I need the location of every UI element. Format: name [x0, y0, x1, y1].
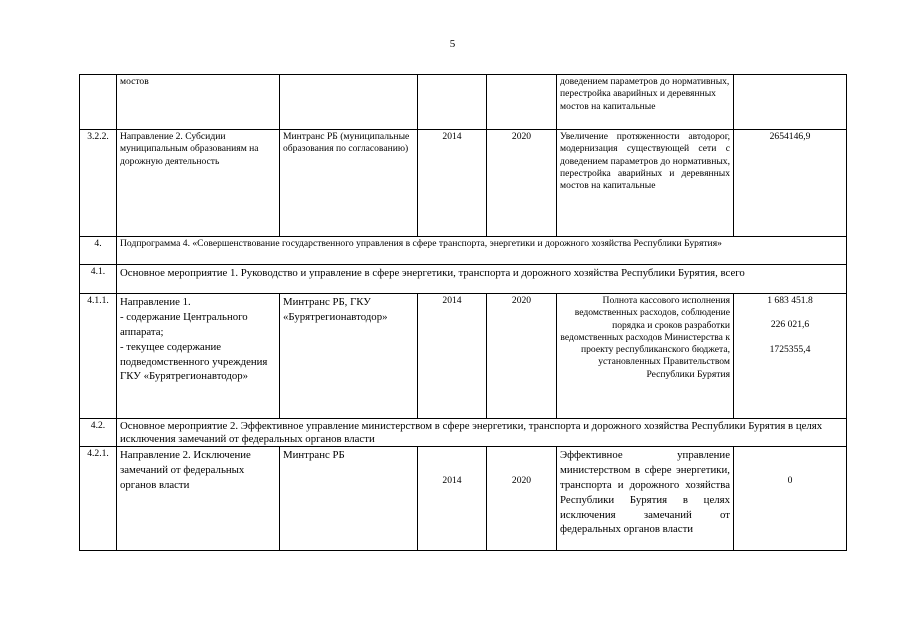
- row-number: 4.2.: [80, 419, 117, 447]
- table-row: [80, 265, 847, 294]
- expected-result: доведением параметров до нормативных, перестройка аварийных и деревянных мостов на капитальные: [557, 75, 734, 130]
- end-year: 2020: [487, 130, 557, 237]
- page-number: 5: [449, 38, 456, 50]
- row-number: 3.2.2.: [80, 130, 117, 237]
- subprogram-title: Подпрограмма 4. «Совершенствование государственного управления в сфере транспорта, энергетики и дорожного хозяйства Республики Бурятия»: [117, 237, 847, 265]
- expected-result: Эффективное управление министерством в сфере энергетики, транспорта и дорожного хозяйства Республики Бурятия в целях исключения замечаний от федеральных органов власти: [557, 447, 734, 551]
- executor: Минтранс РБ: [280, 447, 418, 551]
- funding-value: 2654146,9: [734, 130, 847, 237]
- measure-name: Направление 2. Субсидии муниципальным образованиям на дорожную деятельность: [117, 130, 280, 237]
- table-row: [80, 447, 847, 551]
- expected-result: Полнота кассового исполнения ведомственных расходов, соблюдение порядка и сроков разработки ведомственных расходов Министерства к проекту республиканского бюджета, установленных Правительством Республики Бурятия: [557, 294, 734, 419]
- main-measure-title: Основное мероприятие 2. Эффективное управление министерством в сфере энергетики, транспорта и дорожного хозяйства Республики Бурятия в целях исключения замечаний от федеральных органов власти: [117, 419, 847, 447]
- executor: Минтранс РБ, ГКУ «Бурятрегионавтодор»: [280, 294, 418, 419]
- start-year: 2014: [418, 130, 487, 237]
- end-year: 2020: [487, 294, 557, 419]
- row-number: 4.1.: [80, 265, 117, 294]
- funding-value: 1725355,4: [769, 343, 811, 355]
- table-row: [80, 237, 847, 265]
- funding-value: 0: [734, 447, 847, 551]
- funding-value: 226 021,6: [770, 319, 810, 331]
- row-number: [80, 75, 117, 130]
- funding-values: [734, 294, 847, 419]
- measure-name: Направление 2. Исключение замечаний от федеральных органов власти: [117, 447, 280, 551]
- start-year: 2014: [418, 294, 487, 419]
- funding-value: 1 683 451.8: [767, 295, 813, 306]
- funding-value: [734, 75, 847, 130]
- end-year: 2020: [487, 447, 557, 551]
- row-number: 4.2.1.: [80, 447, 117, 551]
- executor: [280, 75, 418, 130]
- executor: Минтранс РБ (муниципальные образования по согласованию): [280, 130, 418, 237]
- table-row: [80, 294, 847, 419]
- table-row: [80, 130, 847, 237]
- table-row: [80, 419, 847, 447]
- expected-result: Увеличение протяженности автодорог, модернизация существующей сети с доведением параметров до нормативных, перестройка аварийных и деревянных мостов на капитальные: [557, 130, 734, 237]
- start-year: [418, 75, 487, 130]
- program-table: [79, 74, 847, 551]
- row-number: 4.: [80, 237, 117, 265]
- measure-name: Направление 1. - содержание Центрального аппарата; - текущее содержание подведомственного учреждения ГКУ «Бурятрегионавтодор»: [117, 294, 280, 419]
- measure-name: мостов: [117, 75, 280, 130]
- main-measure-title: Основное мероприятие 1. Руководство и управление в сфере энергетики, транспорта и дорожного хозяйства Республики Бурятия, всего: [117, 265, 847, 294]
- row-number: 4.1.1.: [80, 294, 117, 419]
- end-year: [487, 75, 557, 130]
- table-row: [80, 75, 847, 130]
- start-year: 2014: [418, 447, 487, 551]
